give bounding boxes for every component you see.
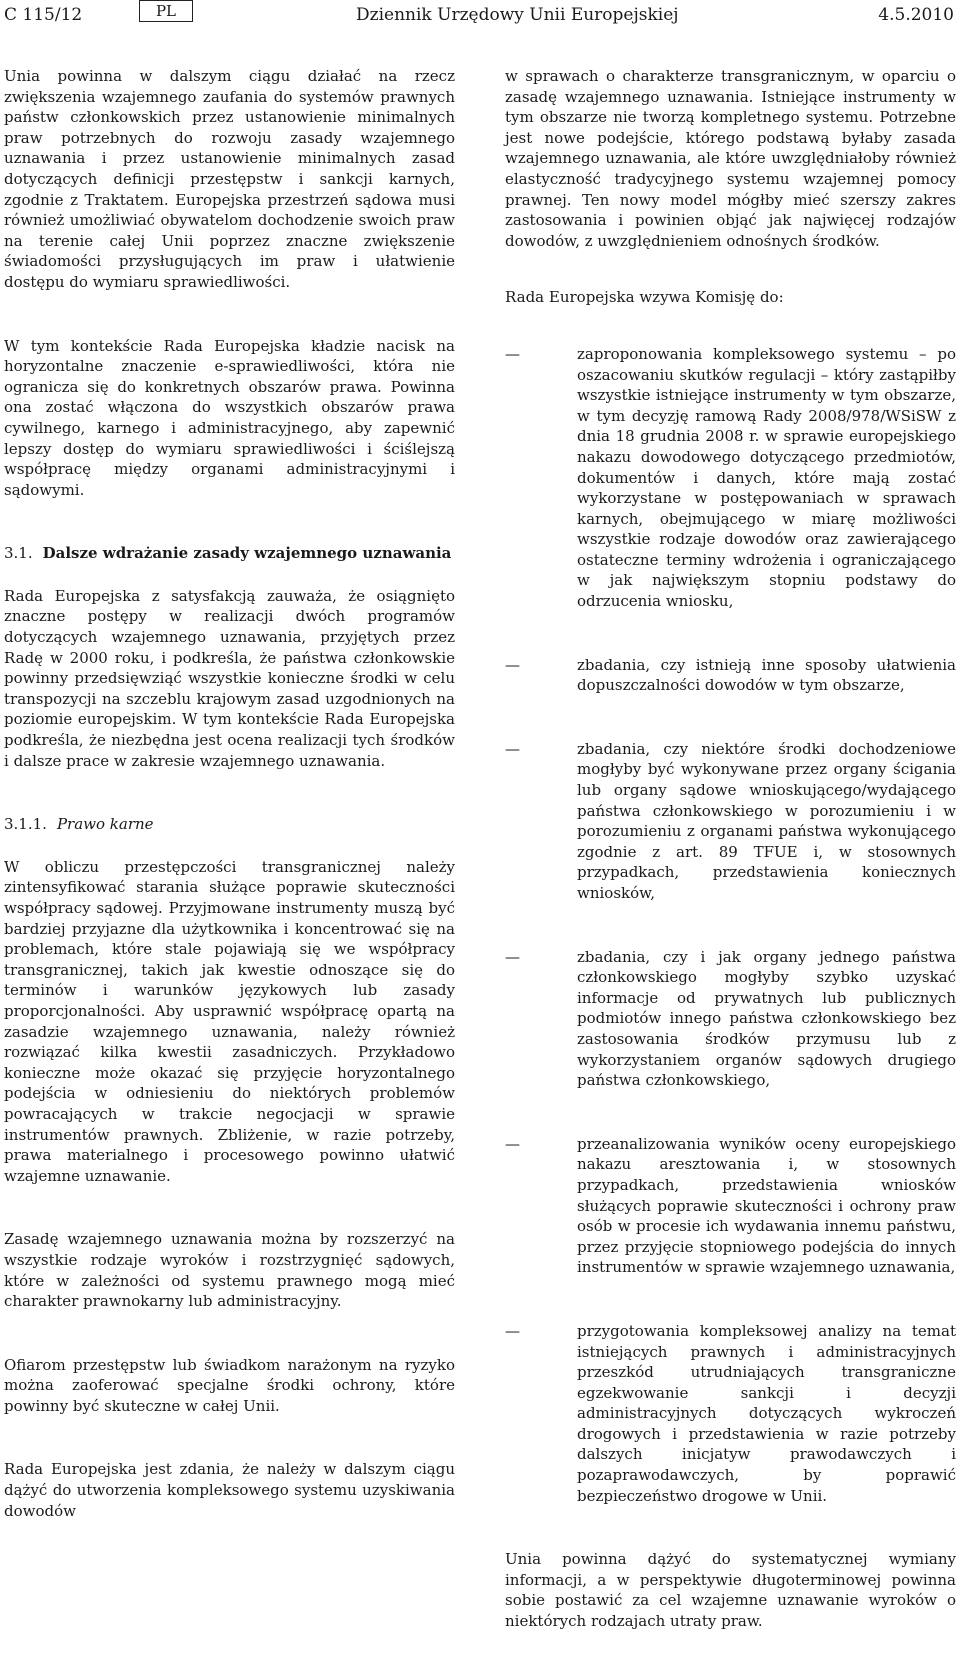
paragraph: Unia powinna dążyć do systematycznej wymiany informacji, a w perspektywie długoterminowej powinna sobie postawić za cel wzajemne uznawanie wyroków o niektórych rodzajach utraty praw. [505, 1550, 956, 1631]
list-intro: Rada Europejska wzywa Komisję do: [505, 288, 784, 307]
list-item [505, 739, 956, 904]
list-item-text: przeanalizowania wyników oceny europejskiego nakazu aresztowania i, w stosownych przypadkach, przedstawienia wniosków służących poprawie skuteczności i ochrony praw osób w procesie ich wydawania innemu państwu, przez przyjęcie stopniowego podejścia do innych instrumentów w sprawie wzajemnego uznawania, [577, 1134, 956, 1277]
subsection-title: Prawo karne [56, 815, 154, 834]
list-item [505, 947, 956, 1091]
right-column [505, 66, 956, 1675]
journal-title: Dziennik Urzędowy Unii Europejskiej [356, 5, 679, 25]
list-item [505, 344, 956, 612]
dash-bullet: — [505, 344, 520, 363]
list-item-text: zaproponowania kompleksowego systemu – po oszacowaniu skutków regulacji – który zastąpiłby wszystkie istniejące instrumenty w tym obszarze, w tym decyzję ramową Rady 2008/978/WSiSW z dnia 18 grudnia 2008 r. w sprawie europejskiego nakazu dowodowego dotyczącego przedmiotów, dokumentów i danych, które mają zostać wykorzystane w postępowaniach w sprawach karnych, obejmującego w miarę możliwości wszystkie rodzaje dowodów oraz zawierającego ostateczne terminy wdrożenia i ograniczającego w jak największym stopniu podstawy do odrzucenia wniosku, [577, 344, 956, 611]
paragraph: w sprawach o charakterze transgranicznym, w oparciu o zasadę wzajemnego uznawania. Istniejące instrumenty w tym obszarze nie tworzą kompletnego systemu. Potrzebne jest nowe podejście, którego podstawą byłaby zasada wzajemnego uznawania, ale które uwzględniałoby również elastyczność tradycyjnego systemu wzajemnej pomocy prawnej. Ten nowy model mógłby mieć szerszy zakres zastosowania i powinien objąć jak najwięcej rodzajów dowodów, z uwzględnieniem odnośnych środków. [505, 67, 956, 250]
language-box: PL [139, 0, 193, 22]
page-header [4, 0, 956, 26]
subsection-heading [4, 814, 455, 835]
list-item-text: zbadania, czy istnieją inne sposoby ułatwienia dopuszczalności dowodów w tym obszarze, [577, 655, 956, 695]
section-number: 3.1. [4, 544, 33, 563]
list-item [505, 1321, 956, 1506]
section-heading [4, 543, 455, 564]
subsection-number: 3.1.1. [4, 815, 47, 834]
list-item-text: zbadania, czy i jak organy jednego państwa członkowskiego mogłyby szybko uzyskać informacje od prywatnych lub publicznych podmiotów innego państwa członkowskiego bez zastosowania środków przymusu lub z wykorzystaniem organów sądowych drugiego państwa członkowskiego, [577, 947, 956, 1090]
list-item-text: przygotowania kompleksowej analizy na temat istniejących prawnych i administracyjnych przeszkód utrudniających transgraniczne egzekwowanie sankcji i decyzji administracyjnych dotyczących wykroczeń drogowych i przedstawienia w razie potrzeby dalszych inicjatyw prawodawczych i pozaprawodawczych, by poprawić bezpieczeństwo drogowe w Unii. [577, 1321, 956, 1505]
paragraph: Ofiarom przestępstw lub świadkom narażonym na ryzyko można zaoferować specjalne środki ochrony, które powinny być skuteczne w całej Unii. [4, 1355, 455, 1415]
dash-bullet: — [505, 1134, 520, 1153]
left-column [4, 66, 455, 1564]
paragraph: W obliczu przestępczości transgranicznej należy zintensyfikować starania służące poprawie skuteczności współpracy sądowej. Przyjmowane instrumenty muszą być bardziej przyjazne dla użytkownika i koncentrować się na problemach, które stale pojawiają się we współpracy transgranicznej, takich jak kwestie odnoszące się do terminów i warunków językowych lub zasady proporcjonalności. Aby usprawnić współpracę opartą na zasadzie wzajemnego uznawania, należy również rozwiązać kilka kwestii zasadniczych. Przykładowo konieczne może okazać się przyjęcie horyzontalnego podejścia w odniesieniu do niektórych problemów powracających w trakcie negocjacji w sprawie instrumentów prawnych. Zbliżenie, w razie potrzeby, prawa materialnego i procesowego powinno ułatwić wzajemne uznawanie. [4, 857, 455, 1185]
paragraph: Rada Europejska jest zdania, że należy w dalszym ciągu dążyć do utworzenia kompleksowego systemu uzyskiwania dowodów [4, 1460, 455, 1520]
paragraph: Unia powinna w dalszym ciągu działać na rzecz zwiększenia wzajemnego zaufania do systemów prawnych państw członkowskich przez ustanowienie minimalnych praw potrzebnych do rozwoju zasady wzajemnego uznawania i przez ustanowienie minimalnych zasad dotyczących definicji przestępstw i sankcji karnych, zgodnie z Traktatem. Europejska przestrzeń sądowa musi również umożliwiać obywatelom dochodzenie swoich praw na terenie całej Unii poprzez znaczne zwiększenie świadomości przysługujących im praw i ułatwienie dostępu do wymiaru sprawiedliwości. [4, 67, 455, 291]
paragraph: W tym kontekście Rada Europejska kładzie nacisk na horyzontalne znaczenie e-sprawiedliwości, która nie ogranicza się do konkretnych obszarów prawa. Powinna ona zostać włączona do wszystkich obszarów prawa cywilnego, karnego i administracyjnego, aby zapewnić lepszy dostęp do wymiaru sprawiedliwości i ściślejszą współpracę między organami administracyjnymi i sądowymi. [4, 336, 455, 499]
paragraph: Rada Europejska z satysfakcją zauważa, że osiągnięto znaczne postępy w realizacji dwóch programów dotyczących wzajemnego uznawania, przyjętych przez Radę w 2000 roku, i podkreśla, że państwa członkowskie powinny przedsięwziąć wszystkie konieczne środki w celu transpozycji na szczeblu krajowym zasad uzgodnionych na poziomie europejskim. W tym kontekście Rada Europejska podkreśla, że niezbędna jest ocena realizacji tych środków i dalsze prace w zakresie wzajemnego uznawania. [4, 586, 455, 770]
dash-bullet: — [505, 1321, 520, 1340]
page-reference: C 115/12 [4, 5, 83, 25]
dash-bullet: — [505, 655, 520, 674]
list-item-text: zbadania, czy niektóre środki dochodzeniowe mogłyby być wykonywane przez organy ścigania lub organy sądowe wnioskującego/wydającego państwa członkowskiego w porozumieniu i w porozumieniu z organami państwa wykonującego zgodnie z art. 89 TFUE i, w stosownych przypadkach, przedstawienia koniecznych wniosków, [577, 739, 956, 902]
dash-bullet: — [505, 739, 520, 758]
publication-date: 4.5.2010 [878, 5, 954, 25]
list-item [505, 1134, 956, 1278]
paragraph: Zasadę wzajemnego uznawania można by rozszerzyć na wszystkie rodzaje wyroków i rozstrzygnięć sądowych, które w zależności od systemu prawnego mogą mieć charakter prawnokarny lub administracyjny. [4, 1230, 455, 1311]
list-item [505, 655, 956, 696]
dash-bullet: — [505, 947, 520, 966]
section-title: Dalsze wdrażanie zasady wzajemnego uznawania [42, 544, 452, 563]
